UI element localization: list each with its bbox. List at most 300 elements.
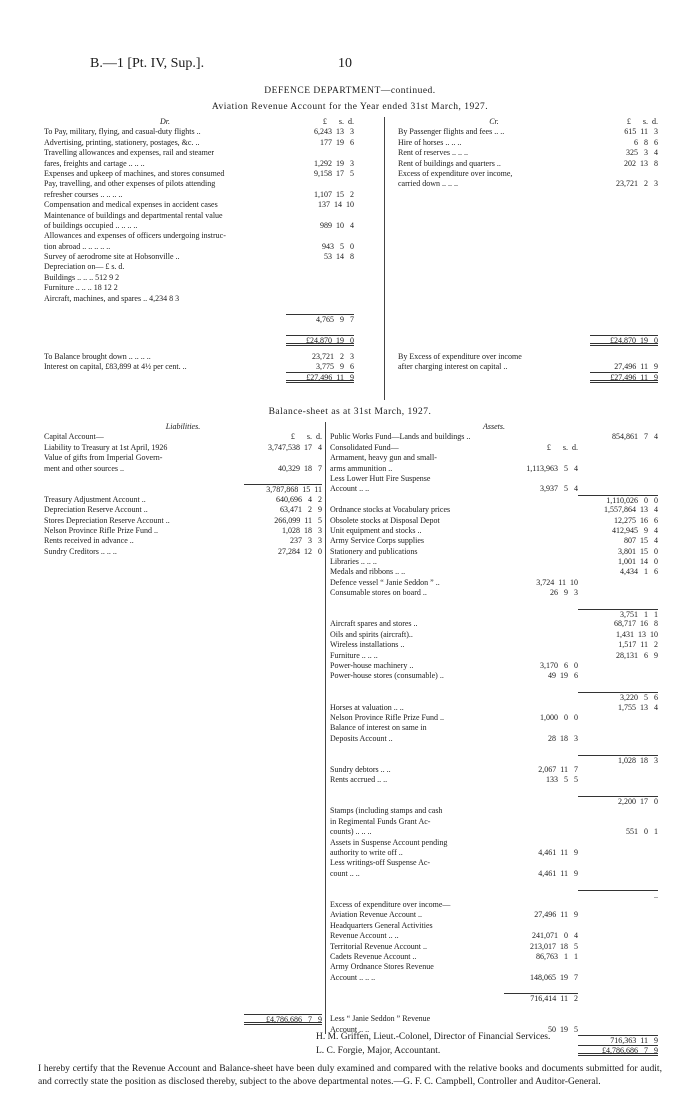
ledger-description: Aviation Revenue Account .. — [330, 910, 423, 920]
ledger-row — [398, 352, 658, 362]
ledger-description — [44, 484, 244, 494]
ledger-description: Liability to Treasury at 1st April, 1926 — [44, 442, 168, 452]
ledger-amount — [578, 942, 658, 952]
ledger-amount — [286, 283, 354, 293]
ledger-row — [330, 921, 658, 931]
ledger-amount — [590, 169, 658, 179]
spacer — [44, 838, 322, 848]
ledger-amount — [504, 703, 578, 713]
ledger-row — [330, 682, 658, 692]
ledger-amount — [286, 304, 354, 314]
ledger-description: Power-house stores (consumable) .. — [330, 671, 444, 681]
ledger-amount: 4,765 9 7 — [286, 314, 354, 324]
ledger-row — [44, 536, 322, 546]
ledger-description: Depreciation Reserve Account .. — [44, 505, 148, 515]
spacer — [44, 567, 322, 577]
ledger-description: Buildings .. .. .. 512 9 2 — [44, 272, 120, 282]
ledger-amount — [578, 931, 658, 941]
ledger-description — [330, 796, 504, 806]
ledger-description: Expenses and upkeep of machines, and stores consumed — [44, 168, 225, 178]
ledger-description — [44, 314, 286, 324]
spacer — [398, 294, 658, 304]
liabilities-panel — [44, 422, 322, 1025]
ledger-amount — [504, 786, 578, 796]
ledger-description: carried down .. .. .. — [398, 179, 458, 189]
revenue-cr-panel — [398, 117, 658, 383]
liabilities-label: Liabilities. — [165, 422, 201, 431]
ledger-description: Public Works Fund—Lands and buildings .. — [330, 432, 471, 442]
ledger-amount: 943 5 0 — [322, 241, 354, 251]
ledger-description: Value of gifts from Imperial Govern- — [44, 453, 163, 463]
spacer — [44, 671, 322, 681]
spacer — [44, 703, 322, 713]
ledger-description: Oils and spirits (aircraft).. — [330, 629, 413, 639]
ledger-amount: 1,110,026 0 0 — [578, 495, 658, 505]
ledger-amount: £4,786,686 7 9 — [244, 1014, 322, 1024]
ledger-amount: 177 19 6 — [320, 137, 354, 147]
ledger-amount — [504, 744, 578, 754]
ledger-amount — [578, 443, 658, 453]
ledger-description: Rents accrued .. .. — [330, 775, 388, 785]
ledger-amount: £24,870 19 0 — [590, 335, 658, 345]
ledger-description: of buildings occupied .. .. .. .. — [44, 220, 138, 230]
spacer — [44, 993, 322, 1003]
ledger-description: Maintenance of buildings and departmental rental value — [44, 210, 223, 220]
ledger-description: Allowances and expenses of officers undergoing instruc- — [44, 231, 226, 241]
ledger-amount: £4,786,686 7 9 — [578, 1045, 658, 1055]
ledger-row — [330, 848, 658, 858]
ledger-description: Rent of buildings and quarters .. — [398, 158, 501, 168]
spacer — [398, 314, 658, 324]
ledger-amount: £ s. d. — [290, 432, 322, 442]
ledger-description — [330, 599, 504, 609]
ledger-amount: 3,751 1 1 — [578, 609, 658, 619]
ledger-row — [330, 547, 658, 557]
spacer — [398, 200, 658, 210]
ledger-amount: 3,170 6 0 — [540, 660, 578, 670]
ledger-row — [398, 169, 658, 179]
ledger-description: counts) .. .. .. — [330, 827, 372, 837]
ledger-description — [330, 692, 504, 702]
ledger-row — [44, 484, 322, 494]
ledger-amount — [286, 262, 354, 272]
assets-panel — [330, 422, 658, 1056]
ledger-description: Territorial Revenue Account .. — [330, 941, 427, 951]
ledger-description: authority to write off .. — [330, 848, 403, 858]
ledger-description — [44, 304, 286, 314]
ledger-description — [330, 609, 504, 619]
ledger-amount — [504, 651, 578, 661]
ledger-row — [44, 362, 354, 372]
ledger-amount — [504, 526, 578, 536]
ledger-amount — [286, 179, 354, 189]
ledger-amount: 241,071 0 4 — [532, 931, 578, 941]
ledger-amount: 1,517 11 2 — [618, 640, 658, 650]
ledger-row — [330, 432, 658, 442]
ledger-amount — [244, 453, 322, 463]
ledger-amount — [504, 630, 578, 640]
ledger-description: Headquarters General Activities — [330, 920, 433, 930]
ledger-description: Horses at valuation .. .. — [330, 702, 404, 712]
spacer — [44, 755, 322, 765]
signature-director: H. M. Griffen, Lieut.-Colonel, Director of Financial Services. — [316, 1032, 551, 1042]
ledger-amount: 1,292 19 3 — [314, 158, 354, 168]
ledger-description — [44, 372, 286, 382]
ledger-row — [330, 858, 658, 868]
ledger-description — [330, 755, 504, 765]
revenue-account-title: Aviation Revenue Account for the Year ended 31st March, 1927. — [211, 102, 489, 112]
ledger-amount — [286, 325, 354, 335]
spacer — [398, 283, 658, 293]
ledger-row — [330, 942, 658, 952]
ledger-amount — [578, 786, 658, 796]
ledger-row — [330, 1014, 658, 1024]
ledger-amount: 266,099 11 5 — [274, 515, 322, 525]
ledger-description: Libraries .. .. .. — [330, 557, 377, 567]
ledger-amount — [578, 682, 658, 692]
ledger-amount: 1,107 15 2 — [314, 189, 354, 199]
assets-label: Assets. — [483, 422, 505, 431]
ledger-amount: 28,131 6 9 — [616, 650, 658, 660]
ledger-description: Aircraft spares and stores .. — [330, 619, 418, 629]
spacer — [398, 304, 658, 314]
ledger-amount: 27,284 12 0 — [278, 546, 322, 556]
ledger-row — [330, 775, 658, 785]
spacer — [44, 952, 322, 962]
ledger-amount: 6,243 13 3 — [314, 127, 354, 137]
balance-sheet-title: Balance-sheet as at 31st March, 1927. — [268, 407, 432, 417]
ledger-amount — [578, 1014, 658, 1024]
ledger-amount: 237 3 3 — [290, 536, 322, 546]
spacer — [44, 775, 322, 785]
ledger-row — [330, 869, 658, 879]
ledger-amount — [578, 952, 658, 962]
spacer — [44, 817, 322, 827]
ledger-amount: 9,158 17 5 — [314, 168, 354, 178]
ledger-amount — [504, 858, 578, 868]
ledger-row — [44, 283, 354, 293]
ledger-description — [44, 335, 286, 345]
ledger-row — [44, 432, 322, 442]
spacer — [44, 931, 322, 941]
ledger-row — [330, 890, 658, 900]
ledger-description: Pay, travelling, and other expenses of pilots attending — [44, 179, 216, 189]
ledger-row — [44, 138, 354, 148]
ledger-description: Compensation and medical expenses in accident cases — [44, 200, 218, 210]
audit-certificate: I hereby certify that the Revenue Account and Balance-sheet have been duly examined and compared with the relative books and documents submitted for audit, and correctly state the position as disclosed thereby, subject to the above departmental notes.—G. F. C. Campbell, Controller and Auditor-General. — [38, 1063, 662, 1087]
ledger-row — [398, 127, 658, 137]
ledger-description: Stationery and publications — [330, 546, 418, 556]
ledger-amount: 4,461 11 9 — [538, 868, 578, 878]
liabilities-header-row — [44, 422, 322, 432]
ledger-description: Consumable stores on board .. — [330, 588, 427, 598]
ledger-row — [398, 362, 658, 372]
ledger-amount — [244, 474, 322, 484]
spacer — [44, 578, 322, 588]
ledger-row — [44, 464, 322, 474]
ledger-description: Less Lower Hutt Fire Suspense — [330, 473, 431, 483]
ledger-row — [330, 817, 658, 827]
ledger-amount: 1,755 13 4 — [618, 702, 658, 712]
ledger-amount: 2,067 11 7 — [538, 764, 578, 774]
ledger-row — [44, 262, 354, 272]
ledger-description: Obsolete stocks at Disposal Depot — [330, 515, 440, 525]
ledger-amount: 137 14 10 — [318, 200, 354, 210]
ledger-description: tion abroad .. .. .. .. .. — [44, 241, 111, 251]
ledger-row — [398, 372, 658, 382]
ledger-row — [398, 159, 658, 169]
ledger-amount — [504, 817, 578, 827]
ledger-amount — [578, 765, 658, 775]
spacer — [398, 262, 658, 272]
ledger-row — [398, 179, 658, 189]
ledger-amount: 807 15 4 — [624, 536, 658, 546]
ledger-amount: £27,496 11 9 — [590, 372, 658, 382]
ledger-row — [44, 516, 322, 526]
ledger-description: Furniture .. .. .. 18 12 2 — [44, 283, 118, 293]
ledger-amount: 213,017 18 5 — [530, 941, 578, 951]
ledger-row — [44, 314, 354, 324]
ledger-amount: £24,870 19 0 — [286, 335, 354, 345]
ledger-row — [44, 443, 322, 453]
spacer — [44, 661, 322, 671]
spacer — [44, 734, 322, 744]
ledger-row — [44, 221, 354, 231]
ledger-amount: 1,001 14 0 — [618, 557, 658, 567]
spacer — [44, 973, 322, 983]
spacer — [44, 744, 322, 754]
spacer — [44, 619, 322, 629]
ledger-row — [330, 516, 658, 526]
ledger-description: fares, freights and cartage .. .. .. — [44, 158, 145, 168]
ledger-row — [330, 578, 658, 588]
ledger-row — [398, 335, 658, 345]
ledger-amount — [578, 910, 658, 920]
ledger-amount — [504, 567, 578, 577]
ledger-amount — [578, 671, 658, 681]
ledger-amount: 716,363 11 9 — [578, 1035, 658, 1045]
ledger-row — [44, 294, 354, 304]
ledger-row — [330, 973, 658, 983]
ledger-amount: 53 14 8 — [324, 252, 354, 262]
ledger-description — [330, 1004, 504, 1014]
ledger-amount: 4,461 11 9 — [538, 848, 578, 858]
spacer — [44, 713, 322, 723]
ledger-row — [330, 755, 658, 765]
ledger-row — [330, 838, 658, 848]
ledger-description — [44, 1014, 244, 1024]
ledger-amount: 23,721 2 3 — [616, 179, 658, 189]
ledger-description: ment and other sources .. — [44, 463, 124, 473]
ledger-amount: 68,717 16 8 — [614, 619, 658, 629]
ledger-amount — [578, 744, 658, 754]
ledger-amount: 40,329 18 7 — [278, 463, 322, 473]
ledger-amount — [504, 536, 578, 546]
ledger-amount: 4,434 1 6 — [620, 567, 658, 577]
ledger-amount — [578, 453, 658, 463]
ledger-row — [44, 372, 354, 382]
ledger-description: Excess of expenditure over income— — [330, 899, 451, 909]
ledger-amount — [578, 775, 658, 785]
ledger-description: count .. .. — [330, 868, 360, 878]
ledger-amount: 3,724 11 10 — [536, 577, 578, 587]
ledger-row — [330, 484, 658, 494]
ledger-row — [44, 474, 322, 484]
ledger-description: Account .. .. — [330, 1024, 370, 1034]
ledger-description: Travelling allowances and expenses, rail and steamer — [44, 148, 215, 158]
ledger-description: Army Service Corps supplies — [330, 536, 424, 546]
ledger-row — [44, 242, 354, 252]
spacer — [398, 211, 658, 221]
ledger-description: Account .. .. .. — [330, 972, 376, 982]
ledger-amount — [578, 723, 658, 733]
ledger-description: Stores Depreciation Reserve Account .. — [44, 515, 170, 525]
page-header-ref: B.—1 [Pt. IV, Sup.]. — [90, 56, 205, 71]
spacer — [44, 692, 322, 702]
ledger-row — [44, 547, 322, 557]
ledger-amount: 716,414 11 2 — [504, 993, 578, 1003]
ledger-row — [330, 723, 658, 733]
ledger-amount — [504, 962, 578, 972]
ledger-amount — [504, 682, 578, 692]
ledger-row — [330, 744, 658, 754]
ledger-amount: 49 19 6 — [548, 671, 578, 681]
spacer — [44, 910, 322, 920]
ledger-description: By Passenger flights and fees .. .. — [398, 127, 505, 137]
ledger-description: Account .. .. — [330, 484, 370, 494]
ledger-description: Unit equipment and stocks .. — [330, 525, 422, 535]
ledger-amount: 6 8 6 — [634, 137, 658, 147]
spacer — [398, 325, 658, 335]
ledger-row — [330, 900, 658, 910]
ledger-amount: 1,557,864 13 4 — [604, 505, 658, 515]
ledger-row — [330, 910, 658, 920]
spacer — [44, 869, 322, 879]
ledger-description: Ordnance stocks at Vocabulary prices — [330, 505, 451, 515]
revenue-dr-panel — [44, 117, 354, 383]
ledger-row — [330, 983, 658, 993]
ledger-amount — [578, 817, 658, 827]
ledger-row — [44, 231, 354, 241]
ledger-amount: 1,028 18 3 — [282, 525, 322, 535]
ledger-description: Less writings-off Suspense Ac- — [330, 858, 431, 868]
ledger-amount — [286, 294, 354, 304]
ledger-description: Revenue Account .. .. — [330, 931, 399, 941]
ledger-row — [44, 335, 354, 345]
ledger-description: Sundry debtors .. .. — [330, 764, 391, 774]
ledger-description: Nelson Province Rifle Prize Fund .. — [44, 525, 158, 535]
ledger-description: Aircraft, machines, and spares .. 4,234 8 3 — [44, 293, 180, 303]
ledger-amount — [504, 921, 578, 931]
ledger-row — [330, 1004, 658, 1014]
ledger-description: To Balance brought down .. .. .. .. — [44, 351, 151, 361]
ledger-amount: 989 10 4 — [320, 220, 354, 230]
spacer — [44, 827, 322, 837]
spacer — [44, 983, 322, 993]
ledger-amount — [504, 432, 578, 442]
ledger-row — [330, 640, 658, 650]
ledger-description: Power-house machinery .. — [330, 660, 414, 670]
ledger-amount — [286, 273, 354, 283]
ledger-amount: 3,787,868 15 11 — [244, 484, 322, 494]
spacer — [398, 273, 658, 283]
currency-header: £ s. d. — [626, 117, 658, 126]
ledger-amount — [504, 474, 578, 484]
ledger-row — [330, 703, 658, 713]
ledger-row — [44, 252, 354, 262]
ledger-row — [44, 304, 354, 314]
ledger-amount — [504, 547, 578, 557]
ledger-row — [330, 599, 658, 609]
ledger-row — [44, 273, 354, 283]
spacer — [44, 900, 322, 910]
ledger-description — [330, 682, 504, 692]
spacer — [44, 962, 322, 972]
spacer — [398, 252, 658, 262]
balance-divider — [325, 422, 326, 1034]
ledger-description: Rents received in advance .. — [44, 536, 134, 546]
ledger-description: Army Ordnance Stores Revenue — [330, 962, 434, 972]
currency-header: £ s. d. — [322, 117, 354, 126]
ledger-amount: 615 11 3 — [624, 127, 658, 137]
spacer — [44, 630, 322, 640]
ledger-amount: 1,113,963 5 4 — [526, 463, 578, 473]
ledger-row — [44, 211, 354, 221]
ledger-amount: 23,721 2 3 — [312, 351, 354, 361]
ledger-amount — [504, 827, 578, 837]
ledger-row — [44, 526, 322, 536]
ledger-row — [330, 806, 658, 816]
ledger-amount — [504, 879, 578, 889]
ledger-row — [330, 827, 658, 837]
ledger-description — [330, 879, 504, 889]
spacer — [44, 640, 322, 650]
ledger-amount — [578, 962, 658, 972]
spacer — [398, 221, 658, 231]
ledger-amount — [578, 858, 658, 868]
ledger-amount: 148,065 19 7 — [530, 972, 578, 982]
ledger-description — [44, 474, 244, 484]
dr-label: Dr. — [159, 117, 170, 126]
ledger-description: Assets in Suspense Account pending — [330, 837, 448, 847]
ledger-row — [330, 588, 658, 598]
ledger-amount — [578, 900, 658, 910]
cr-label: Cr. — [489, 117, 499, 126]
spacer — [44, 921, 322, 931]
ledger-description: By Excess of expenditure over income — [398, 351, 522, 361]
ledger-row — [44, 1014, 322, 1024]
ledger-row — [330, 495, 658, 505]
spacer — [44, 796, 322, 806]
ledger-row — [44, 148, 354, 158]
ledger-row — [44, 127, 354, 137]
ledger-amount — [504, 640, 578, 650]
ledger-description: Medals and ribbons .. .. — [330, 567, 406, 577]
spacer — [44, 848, 322, 858]
ledger-amount: 854,861 7 4 — [612, 432, 658, 442]
ledger-amount — [504, 516, 578, 526]
ledger-amount: 325 3 4 — [626, 148, 658, 158]
ledger-amount — [504, 755, 578, 765]
ledger-amount — [578, 921, 658, 931]
ledger-amount — [504, 692, 578, 702]
ledger-amount — [504, 557, 578, 567]
spacer — [44, 557, 322, 567]
ledger-amount — [504, 796, 578, 806]
ledger-amount — [578, 484, 658, 494]
ledger-description: arms ammunition .. — [330, 463, 393, 473]
assets-header-row — [330, 422, 658, 432]
